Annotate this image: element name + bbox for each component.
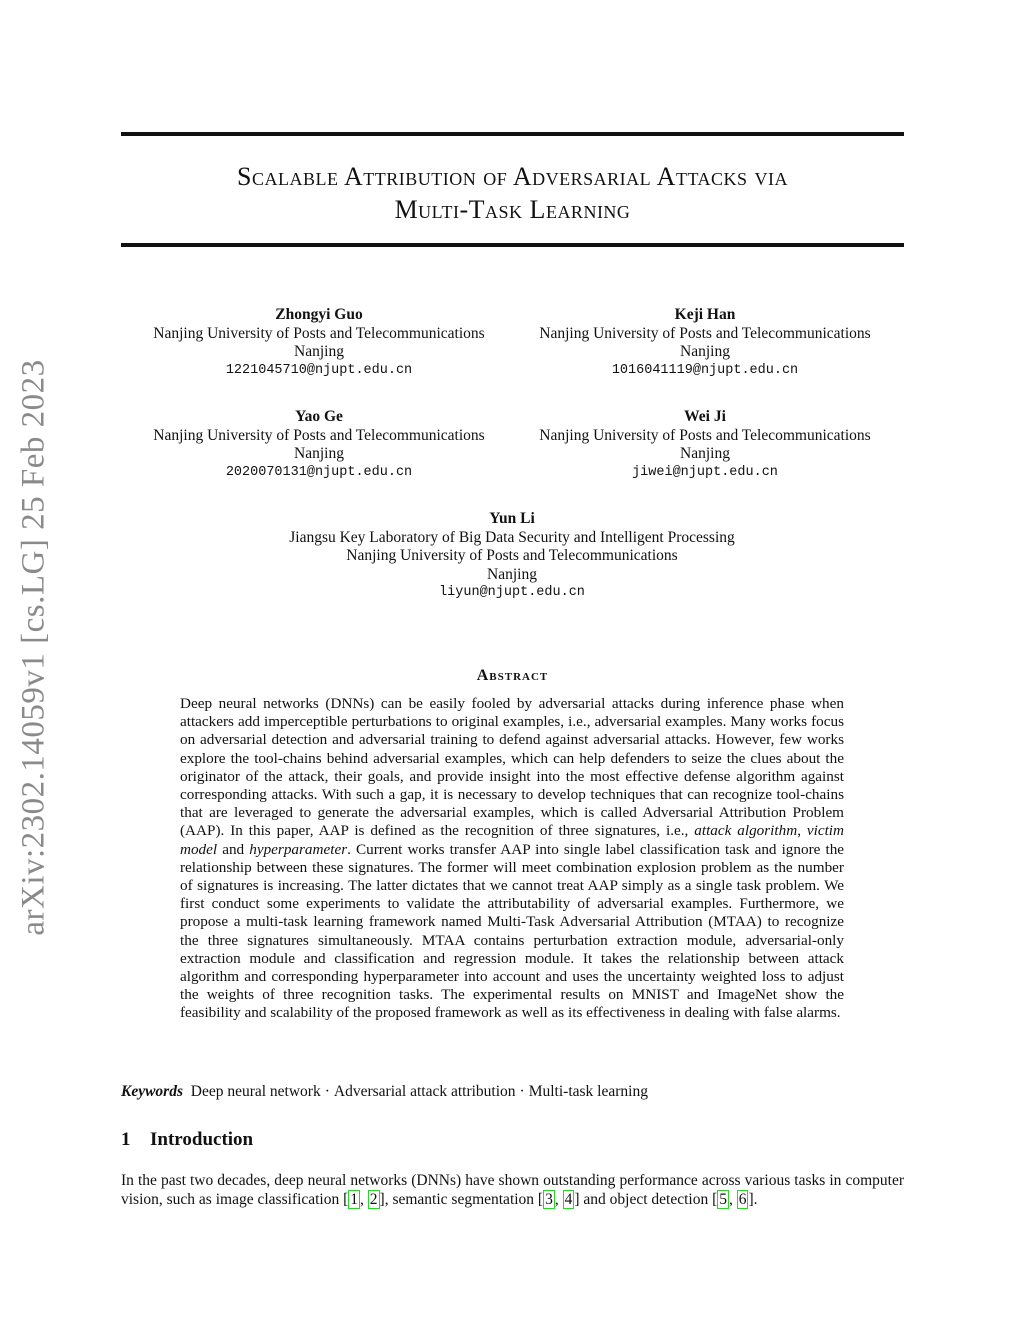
- title-top-rule: [121, 132, 904, 136]
- author-name: Zhongyi Guo: [275, 306, 363, 323]
- intro-text: ] and object detection [: [574, 1191, 718, 1208]
- author-email[interactable]: 1016041119@njupt.edu.cn: [611, 362, 799, 378]
- section-number: 1: [121, 1129, 131, 1150]
- author-email[interactable]: jiwei@njupt.edu.cn: [632, 464, 778, 480]
- abstract-separator: ,: [797, 822, 801, 840]
- author-affiliation: Nanjing University of Posts and Telecommunications: [539, 324, 871, 342]
- author-affiliation: Nanjing University of Posts and Telecommunications: [153, 426, 485, 444]
- intro-text: ,: [554, 1191, 563, 1208]
- author-city: Nanjing: [294, 445, 344, 462]
- author-block: [505, 306, 905, 380]
- abstract-body: [180, 695, 844, 1023]
- author-affiliation: Nanjing University of Posts and Telecommunications: [346, 547, 678, 564]
- citation-link[interactable]: 1: [350, 1191, 359, 1208]
- section-title: Introduction: [150, 1129, 254, 1150]
- intro-text: In the past two decades, deep neural networks (DNNs) have shown outstanding performance across various tasks in computer vision, such as image classification [: [121, 1172, 904, 1208]
- keyword-separator: ·: [324, 1083, 330, 1100]
- abstract-text: Deep neural networks (DNNs) can be easily fooled by adversarial attacks during inference phase when attackers add imperceptible perturbations to original examples, i.e., adversarial examples. Many works focus on adversarial detection and adversarial training to defend against adversarial attacks. However, few works explore the tool-chains behind adversarial examples, which can help defenders to seize the clues about the originator of the attack, their goals, and provide insight into the most effective defense algorithm against corresponding attacks. With such a gap, it is necessary to develop techniques that can recognize tool-chains that are leveraged to generate the adversarial examples, which is called Adversarial Attribution Problem (AAP). In this paper, AAP is defined as the recognition of three signatures, i.e.,: [180, 695, 844, 840]
- arxiv-identifier: arXiv:2302.14059v1 [cs.LG] 25 Feb 2023: [15, 359, 52, 936]
- author-lab: Jiangsu Key Laboratory of Big Data Security and Intelligent Processing: [289, 528, 735, 546]
- author-affiliation: Nanjing University of Posts and Telecommunications: [153, 324, 485, 342]
- author-block: [505, 408, 905, 482]
- author-city: Nanjing: [294, 343, 344, 360]
- intro-paragraph: [121, 1171, 904, 1209]
- keywords-line: [121, 1082, 648, 1101]
- keyword-item: Adversarial attack attribution: [333, 1083, 516, 1100]
- author-block: [119, 306, 519, 380]
- intro-text: ], semantic segmentation [: [379, 1191, 544, 1208]
- author-city: Nanjing: [680, 343, 730, 360]
- author-name: Keji Han: [674, 306, 736, 323]
- keywords-label: Keywords: [121, 1083, 183, 1100]
- abstract-text: . Current works transfer AAP into single label classification task and ignore the relationship between these signatures. The former will meet combination explosion problem as the number of signatures is increasing. The latter dictates that we cannot treat AAP simply as a single task problem. We first conduct some experiments to validate the attributability of adversarial examples. Furthermore, we propose a multi-task learning framework named Multi-Task Adversarial Attribution (MTAA) to recognize the three signatures simultaneously. MTAA contains perturbation extraction module, adversarial-only extraction module and classification and regression module. It takes the relationship between attack algorithm and corresponding hyperparameter into account and uses the uncertainty weighted loss to adjust the weights of three recognition tasks. The experimental results on MNIST and ImageNet show the feasibility and scalability of the proposed framework as well as its effectiveness in dealing with false alarms.: [180, 840, 845, 1022]
- title-line-2: Multi-Task Learning: [394, 195, 631, 224]
- abstract-heading: Abstract: [476, 667, 549, 684]
- author-city: Nanjing: [680, 445, 730, 462]
- author-name: Yun Li: [489, 510, 535, 527]
- arxiv-side-stamp: [10, 355, 58, 940]
- citation-link[interactable]: 4: [564, 1191, 573, 1208]
- section-heading: [121, 1129, 253, 1151]
- author-email[interactable]: 2020070131@njupt.edu.cn: [225, 464, 413, 480]
- author-city: Nanjing: [487, 565, 537, 583]
- abstract-term: hyperparameter: [249, 840, 348, 858]
- abstract-separator: and: [222, 840, 245, 858]
- title-line-1: Scalable Attribution of Adversarial Attacks via: [236, 162, 789, 191]
- citation-link[interactable]: 5: [719, 1191, 727, 1208]
- author-affiliation: Nanjing University of Posts and Telecommunications: [539, 426, 871, 444]
- citation-link[interactable]: 3: [545, 1191, 553, 1208]
- citation-link[interactable]: 6: [738, 1191, 747, 1208]
- citation-link[interactable]: 2: [369, 1191, 378, 1208]
- title-bottom-rule: [121, 243, 904, 247]
- intro-text: ,: [728, 1191, 737, 1208]
- abstract-term: attack algorithm: [694, 822, 798, 840]
- abstract-term: victim model: [180, 822, 844, 858]
- intro-text: ].: [748, 1191, 758, 1208]
- author-email[interactable]: 1221045710@njupt.edu.cn: [225, 362, 413, 378]
- keyword-item: Multi-task learning: [528, 1083, 648, 1100]
- keyword-item: Deep neural network: [190, 1083, 321, 1100]
- author-email[interactable]: liyun@njupt.edu.cn: [439, 585, 585, 600]
- author-name: Yao Ge: [295, 408, 343, 425]
- author-name: Wei Ji: [684, 408, 726, 425]
- author-block: [119, 408, 519, 482]
- paper-title: [121, 160, 904, 226]
- keyword-separator: ·: [519, 1083, 525, 1100]
- intro-text: ,: [360, 1191, 368, 1208]
- author-block: [212, 510, 812, 603]
